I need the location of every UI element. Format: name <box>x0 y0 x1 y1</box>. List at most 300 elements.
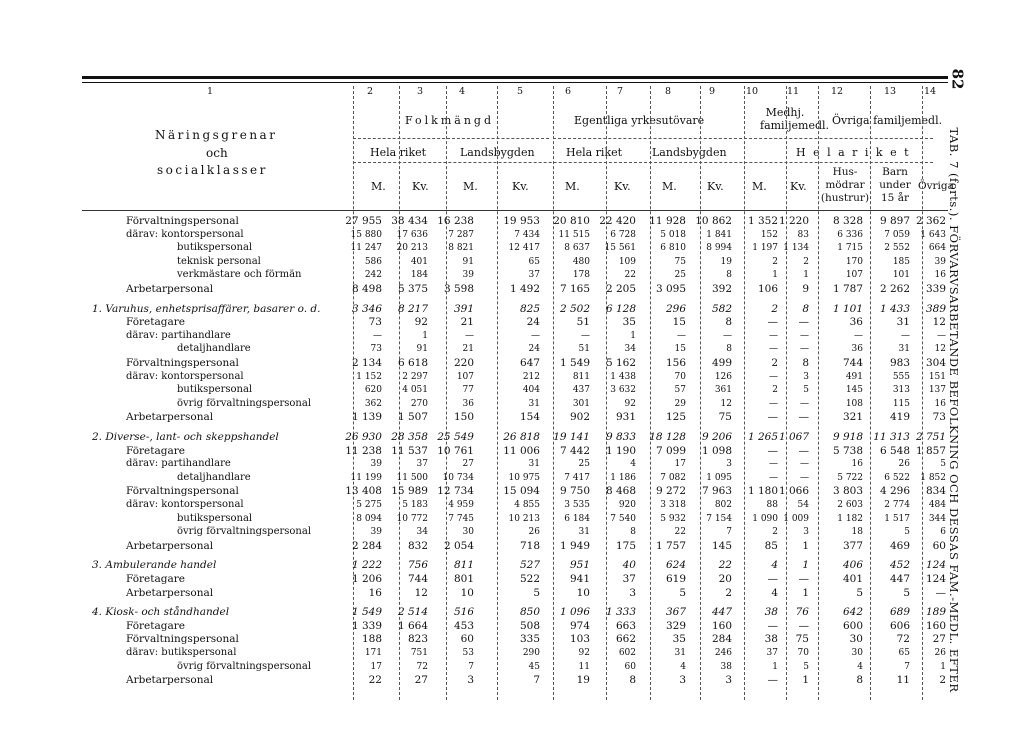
table-cell: 4 <box>771 559 778 572</box>
table-cell: 8 <box>630 527 636 538</box>
table-cell: 35 <box>672 633 686 646</box>
table-cell: 499 <box>711 357 732 369</box>
table-cell: 21 <box>460 316 474 329</box>
table-cell: 12 <box>934 344 946 355</box>
table-cell: 37 <box>416 459 428 470</box>
table-cell: 329 <box>665 619 686 632</box>
table-cell: 2 603 <box>837 500 863 510</box>
column-number: 8 <box>664 86 672 97</box>
table-cell: 39 <box>934 256 946 267</box>
table-cell: 25 <box>578 459 590 470</box>
stub-header-3: socialklasser <box>157 163 268 177</box>
table-cell: 75 <box>674 256 686 267</box>
row-label: därav: kontorspersonal <box>126 370 244 382</box>
table-cell: 22 <box>674 527 686 538</box>
table-cell: 2 <box>772 527 778 538</box>
table-cell: 3 <box>726 459 732 470</box>
row-label: 3. Ambulerande handel <box>92 559 217 572</box>
table-cell: 2 502 <box>559 302 590 315</box>
table-cell: 469 <box>889 539 910 552</box>
table-cell: 5 <box>803 385 809 396</box>
table-cell: 21 <box>462 344 474 355</box>
table-cell: — <box>800 398 809 409</box>
table-cell: 1 134 <box>783 243 809 254</box>
table-cell: 3 <box>803 527 809 538</box>
row-label: butikspersonal <box>177 512 253 524</box>
table-cell: 2 262 <box>879 283 910 295</box>
table-cell: 7 <box>726 527 732 538</box>
table-cell: 1 <box>422 330 428 341</box>
header-line-3 <box>353 162 933 163</box>
table-cell: 663 <box>615 619 636 632</box>
table-cell: 1 186 <box>610 472 636 483</box>
table-cell: 1 098 <box>701 444 732 457</box>
table-cell: 6 184 <box>564 513 590 524</box>
table-cell: 15 880 <box>350 229 382 240</box>
table-cell: 823 <box>407 633 428 646</box>
row-label: detaljhandlare <box>177 471 251 483</box>
table-cell: 1 265 <box>747 431 778 443</box>
table-cell: 15 <box>674 344 686 355</box>
table-cell: 6 810 <box>660 243 686 254</box>
table-cell: 10 734 <box>442 472 474 483</box>
table-cell: 17 636 <box>396 229 428 240</box>
table-cell: 1 182 <box>837 513 863 524</box>
table-cell: 335 <box>519 633 540 646</box>
table-cell: 1 <box>802 586 809 599</box>
table-cell: 17 <box>370 661 382 672</box>
table-cell: 3 <box>679 674 686 687</box>
table-cell: 304 <box>925 357 946 369</box>
column-number: 7 <box>616 86 624 97</box>
table-cell: 107 <box>456 371 474 382</box>
table-cell: 419 <box>889 411 910 424</box>
table-cell: — <box>373 330 382 341</box>
table-cell: 15 094 <box>503 485 540 498</box>
row-label: därav: butikspersonal <box>126 647 237 658</box>
table-cell: 3 632 <box>610 385 636 396</box>
table-cell: 5 <box>940 459 946 470</box>
table-cell: 70 <box>797 648 809 658</box>
row-label: därav: partihandlare <box>126 329 231 341</box>
table-cell: 60 <box>624 661 636 672</box>
row-label: Förvaltningspersonal <box>126 485 239 498</box>
table-cell: 39 <box>370 459 382 470</box>
table-cell: — <box>677 330 686 341</box>
row-label: Företagare <box>126 573 185 585</box>
table-cell: 152 <box>760 229 778 240</box>
sub-m-header: M. <box>371 180 386 193</box>
table-cell: 26 <box>898 459 910 470</box>
table-cell: 1 492 <box>509 283 540 295</box>
table-cell: — <box>800 344 809 355</box>
table-cell: 12 417 <box>508 243 540 254</box>
row-label: Arbetarpersonal <box>126 411 214 424</box>
row-label: Företagare <box>126 316 185 329</box>
table-cell: 5 <box>904 527 910 538</box>
table-cell: 145 <box>845 385 863 396</box>
table-cell: 2 134 <box>351 357 382 369</box>
table-cell: 73 <box>932 411 946 424</box>
row-label: verkmästare och förmän <box>177 269 302 281</box>
table-cell: 160 <box>711 619 732 632</box>
table-cell: 101 <box>892 270 910 281</box>
table-cell: — <box>767 316 778 329</box>
table-cell: 2 <box>803 256 809 267</box>
table-cell: 5 722 <box>837 472 863 483</box>
table-cell: 76 <box>795 606 809 619</box>
table-cell: 756 <box>407 559 428 572</box>
row-label: Arbetarpersonal <box>126 674 214 687</box>
table-cell: 31 <box>528 398 540 409</box>
folkmangd-header: Folkmängd <box>405 114 494 127</box>
row-label: Förvaltningspersonal <box>126 215 239 227</box>
table-cell: 11 199 <box>350 472 382 483</box>
row-label: övrig förvaltningspersonal <box>177 397 312 409</box>
table-cell: 38 <box>764 633 778 646</box>
table-cell: 1 715 <box>837 243 863 254</box>
column-number: 11 <box>786 86 800 97</box>
table-cell: 1 949 <box>559 539 590 552</box>
column-number: 4 <box>458 86 466 97</box>
table-cell: 662 <box>615 633 636 646</box>
table-cell: 802 <box>714 500 732 510</box>
table-cell: — <box>769 472 778 483</box>
row-label: 2. Diverse-, lant- och skeppshandel <box>92 431 279 443</box>
table-cell: 65 <box>528 256 540 267</box>
table-cell: 8 468 <box>605 485 636 498</box>
table-cell: 11 006 <box>503 444 540 457</box>
table-cell: 20 213 <box>396 243 428 254</box>
table-cell: 15 989 <box>391 485 428 498</box>
table-cell: 296 <box>665 302 686 315</box>
table-cell: 401 <box>410 256 428 267</box>
landsbygden-2: Landsbygden <box>652 146 727 159</box>
table-cell: 367 <box>665 606 686 619</box>
table-cell: 391 <box>453 302 474 315</box>
table-cell: 8 094 <box>356 513 382 524</box>
table-cell: — <box>767 619 778 632</box>
table-cell: 7 442 <box>559 444 590 457</box>
table-cell: — <box>798 573 809 585</box>
table-cell: 145 <box>711 539 732 552</box>
table-cell: 920 <box>618 500 636 510</box>
table-cell: 7 165 <box>559 283 590 295</box>
table-cell: 1 066 <box>778 485 809 498</box>
table-cell: 1 180 <box>747 485 778 498</box>
table-cell: 377 <box>842 539 863 552</box>
table-cell: 744 <box>407 573 428 585</box>
table-cell: 3 <box>725 674 732 687</box>
table-cell: 16 <box>934 270 946 281</box>
table-cell: 4 <box>680 661 686 672</box>
table-cell: 9 <box>802 283 809 295</box>
table-cell: 40 <box>622 559 636 572</box>
sub-kv-header: Kv. <box>412 180 429 193</box>
table-cell: 404 <box>522 385 540 396</box>
header-line-1 <box>353 138 549 139</box>
table-cell: 522 <box>519 573 540 585</box>
table-cell: 103 <box>569 633 590 646</box>
table-cell: 811 <box>572 371 590 382</box>
stub-header-2: och <box>206 146 228 160</box>
table-cell: 12 <box>720 398 732 409</box>
table-cell: 801 <box>453 573 474 585</box>
table-cell: 1 757 <box>655 539 686 552</box>
row-label: Förvaltningspersonal <box>126 633 239 646</box>
table-cell: 1 664 <box>397 619 428 632</box>
table-cell: — <box>465 330 474 341</box>
table-cell: 1 <box>630 330 636 341</box>
table-cell: — <box>798 619 809 632</box>
table-cell: 60 <box>460 633 474 646</box>
table-cell: 77 <box>462 385 474 396</box>
table-cell: 184 <box>410 270 428 281</box>
table-cell: 2 205 <box>605 283 636 295</box>
table-cell: — <box>767 411 778 424</box>
table-cell: — <box>769 344 778 355</box>
sub-m-header: M. <box>463 180 478 193</box>
row-label: teknisk personal <box>177 255 261 267</box>
table-cell: 34 <box>416 527 428 538</box>
table-cell: 10 772 <box>396 513 428 524</box>
row-label: Förvaltningspersonal <box>126 357 239 369</box>
table-cell: 5 <box>679 586 686 599</box>
table-cell: 51 <box>576 316 590 329</box>
table-cell: 6 728 <box>610 229 636 240</box>
table-cell: 1 101 <box>832 302 863 315</box>
table-cell: 15 561 <box>604 243 636 254</box>
table-cell: 85 <box>764 539 778 552</box>
table-cell: 401 <box>842 573 863 585</box>
table-cell: 586 <box>364 256 382 267</box>
table-cell: 2 284 <box>351 539 382 552</box>
table-cell: 160 <box>925 619 946 632</box>
table-cell: — <box>798 444 809 457</box>
table-cell: 6 522 <box>884 472 910 483</box>
ovriga-header: Övriga familjemedl. <box>832 114 943 127</box>
table-cell: 3 598 <box>443 283 474 295</box>
table-cell: — <box>854 330 863 341</box>
column-number: 3 <box>416 86 424 97</box>
table-cell: 2 <box>725 586 732 599</box>
table-cell: 38 <box>720 661 732 672</box>
table-cell: 284 <box>711 633 732 646</box>
column-number: 12 <box>830 86 844 97</box>
table-cell: 983 <box>889 357 910 369</box>
table-cell: 664 <box>928 243 946 254</box>
table-cell: 11 238 <box>345 444 382 457</box>
table-cell: 19 141 <box>553 431 590 443</box>
table-cell: 73 <box>370 344 382 355</box>
table-cell: 624 <box>665 559 686 572</box>
table-cell: 15 <box>672 316 686 329</box>
table-cell: 1 <box>802 674 809 687</box>
table-cell: 406 <box>842 559 863 572</box>
top-rule-thin <box>82 82 948 83</box>
table-cell: 8 637 <box>564 243 590 254</box>
table-cell: 37 <box>766 648 778 658</box>
column-number: 5 <box>516 86 524 97</box>
table-cell: — <box>581 330 590 341</box>
table-cell: 1 507 <box>397 411 428 424</box>
table-cell: 72 <box>896 633 910 646</box>
table-cell: 11 928 <box>649 215 686 227</box>
table-cell: — <box>531 330 540 341</box>
table-cell: 10 <box>460 586 474 599</box>
table-cell: 26 <box>528 527 540 538</box>
table-cell: 151 <box>928 371 946 382</box>
table-cell: 124 <box>925 573 946 585</box>
table-cell: 18 128 <box>649 431 686 443</box>
table-cell: 5 018 <box>660 229 686 240</box>
table-cell: 1 339 <box>351 619 382 632</box>
table-cell: 832 <box>407 539 428 552</box>
table-cell: 751 <box>410 648 428 658</box>
table-cell: 834 <box>925 485 946 498</box>
table-cell: 16 238 <box>437 215 474 227</box>
table-cell: 1 <box>802 539 809 552</box>
table-cell: 3 346 <box>351 302 382 315</box>
table-cell: 54 <box>797 500 809 510</box>
table-cell: 1 787 <box>832 283 863 295</box>
row-label: 4. Kiosk- och ståndhandel <box>92 606 230 619</box>
table-cell: 290 <box>522 648 540 658</box>
column-number: 6 <box>564 86 572 97</box>
table-cell: 19 <box>720 256 732 267</box>
table-cell: 2 054 <box>443 539 474 552</box>
table-cell: 3 <box>803 371 809 382</box>
table-cell: 825 <box>519 302 540 315</box>
table-cell: 718 <box>519 539 540 552</box>
table-cell: 38 434 <box>391 215 428 227</box>
table-cell: 31 <box>674 648 686 658</box>
table-cell: 5 <box>803 661 809 672</box>
hela-riket-3: H e l a r i k e t <box>796 146 911 159</box>
table-cell: 1 096 <box>559 606 590 619</box>
table-cell: 150 <box>453 411 474 424</box>
table-cell: 18 <box>851 527 863 538</box>
table-cell: 1 433 <box>879 302 910 315</box>
table-cell: 189 <box>925 606 946 619</box>
table-cell: 175 <box>615 539 636 552</box>
sub-m-header: M. <box>565 180 580 193</box>
table-cell: 1 438 <box>610 371 636 382</box>
table-cell: 2 <box>771 357 778 369</box>
table-cell: 1 333 <box>605 606 636 619</box>
table-cell: 124 <box>925 559 946 572</box>
table-cell: 31 <box>528 459 540 470</box>
table-cell: 45 <box>528 661 540 672</box>
sub-kv-header: Kv. <box>790 180 807 193</box>
table-cell: 5 375 <box>397 283 428 295</box>
table-cell: 4 051 <box>402 385 428 396</box>
table-cell: 27 <box>414 674 428 687</box>
column-number: 2 <box>366 86 374 97</box>
top-rule-thick <box>82 76 948 79</box>
table-cell: 25 <box>674 270 686 281</box>
table-cell: 642 <box>842 606 863 619</box>
table-cell: — <box>769 371 778 382</box>
table-cell: 437 <box>572 385 590 396</box>
table-cell: 4 959 <box>448 500 474 510</box>
egentliga-header: Egentliga yrkesutövare <box>574 114 705 127</box>
row-label: Företagare <box>126 444 185 457</box>
table-cell: 8 <box>726 344 732 355</box>
table-cell: 88 <box>766 500 778 510</box>
table-cell: 2 <box>772 256 778 267</box>
table-cell: — <box>723 330 732 341</box>
row-label: Arbetarpersonal <box>126 283 214 295</box>
table-cell: 5 <box>856 586 863 599</box>
table-cell: 16 <box>851 459 863 470</box>
table-cell: 941 <box>569 573 590 585</box>
table-cell: 2 514 <box>397 606 428 619</box>
table-cell: 26 818 <box>503 431 540 443</box>
table-cell: — <box>769 398 778 409</box>
table-cell: 27 <box>932 633 946 646</box>
table-cell: 11 <box>896 674 910 687</box>
table-cell: 10 761 <box>437 444 474 457</box>
table-cell: 17 <box>674 459 686 470</box>
table-cell: 34 <box>624 344 636 355</box>
table-cell: 188 <box>361 633 382 646</box>
table-cell: 2 <box>771 302 778 315</box>
row-label: detaljhandlare <box>177 343 251 355</box>
table-cell: 154 <box>519 411 540 424</box>
table-cell: 491 <box>845 371 863 382</box>
table-cell: 11 537 <box>391 444 428 457</box>
table-cell: 3 095 <box>655 283 686 295</box>
row-label: Företagare <box>126 619 185 632</box>
table-cell: 5 275 <box>356 500 382 510</box>
table-cell: 9 897 <box>879 215 910 227</box>
table-cell: 1 152 <box>356 371 382 382</box>
table-cell: 19 <box>576 674 590 687</box>
table-cell: 220 <box>453 357 474 369</box>
table-cell: 36 <box>851 344 863 355</box>
table-cell: 1 517 <box>884 513 910 524</box>
table-cell: 301 <box>572 398 590 409</box>
table-cell: 8 994 <box>706 243 732 254</box>
table-cell: 65 <box>898 648 910 658</box>
table-cell: 57 <box>674 385 686 396</box>
table-cell: 321 <box>842 411 863 424</box>
table-cell: 9 272 <box>655 485 686 498</box>
table-cell: 2 297 <box>402 371 428 382</box>
table-cell: 8 <box>725 316 732 329</box>
table-cell: 30 <box>851 648 863 658</box>
table-cell: 1 139 <box>351 411 382 424</box>
table-cell: 9 750 <box>559 485 590 498</box>
table-cell: 72 <box>416 661 428 672</box>
table-cell: 10 975 <box>508 472 540 483</box>
table-cell: 8 <box>802 357 809 369</box>
table-cell: — <box>800 330 809 341</box>
table-cell: 2 552 <box>884 243 910 254</box>
table-cell: 2 751 <box>915 431 946 443</box>
table-cell: 1 067 <box>778 431 809 443</box>
sub-kv-header: Kv. <box>614 180 631 193</box>
table-cell: 126 <box>714 371 732 382</box>
table-cell: 7 <box>468 661 474 672</box>
row-label: butikspersonal <box>177 384 253 396</box>
sub-m-header: M. <box>752 180 767 193</box>
row-label: övrig förvaltningspersonal <box>177 526 312 538</box>
row-label: övrig förvaltningspersonal <box>177 660 312 672</box>
table-cell: 606 <box>889 619 910 632</box>
row-label: 1. Varuhus, enhetsprisaffärer, basarer o. d. <box>92 302 321 315</box>
